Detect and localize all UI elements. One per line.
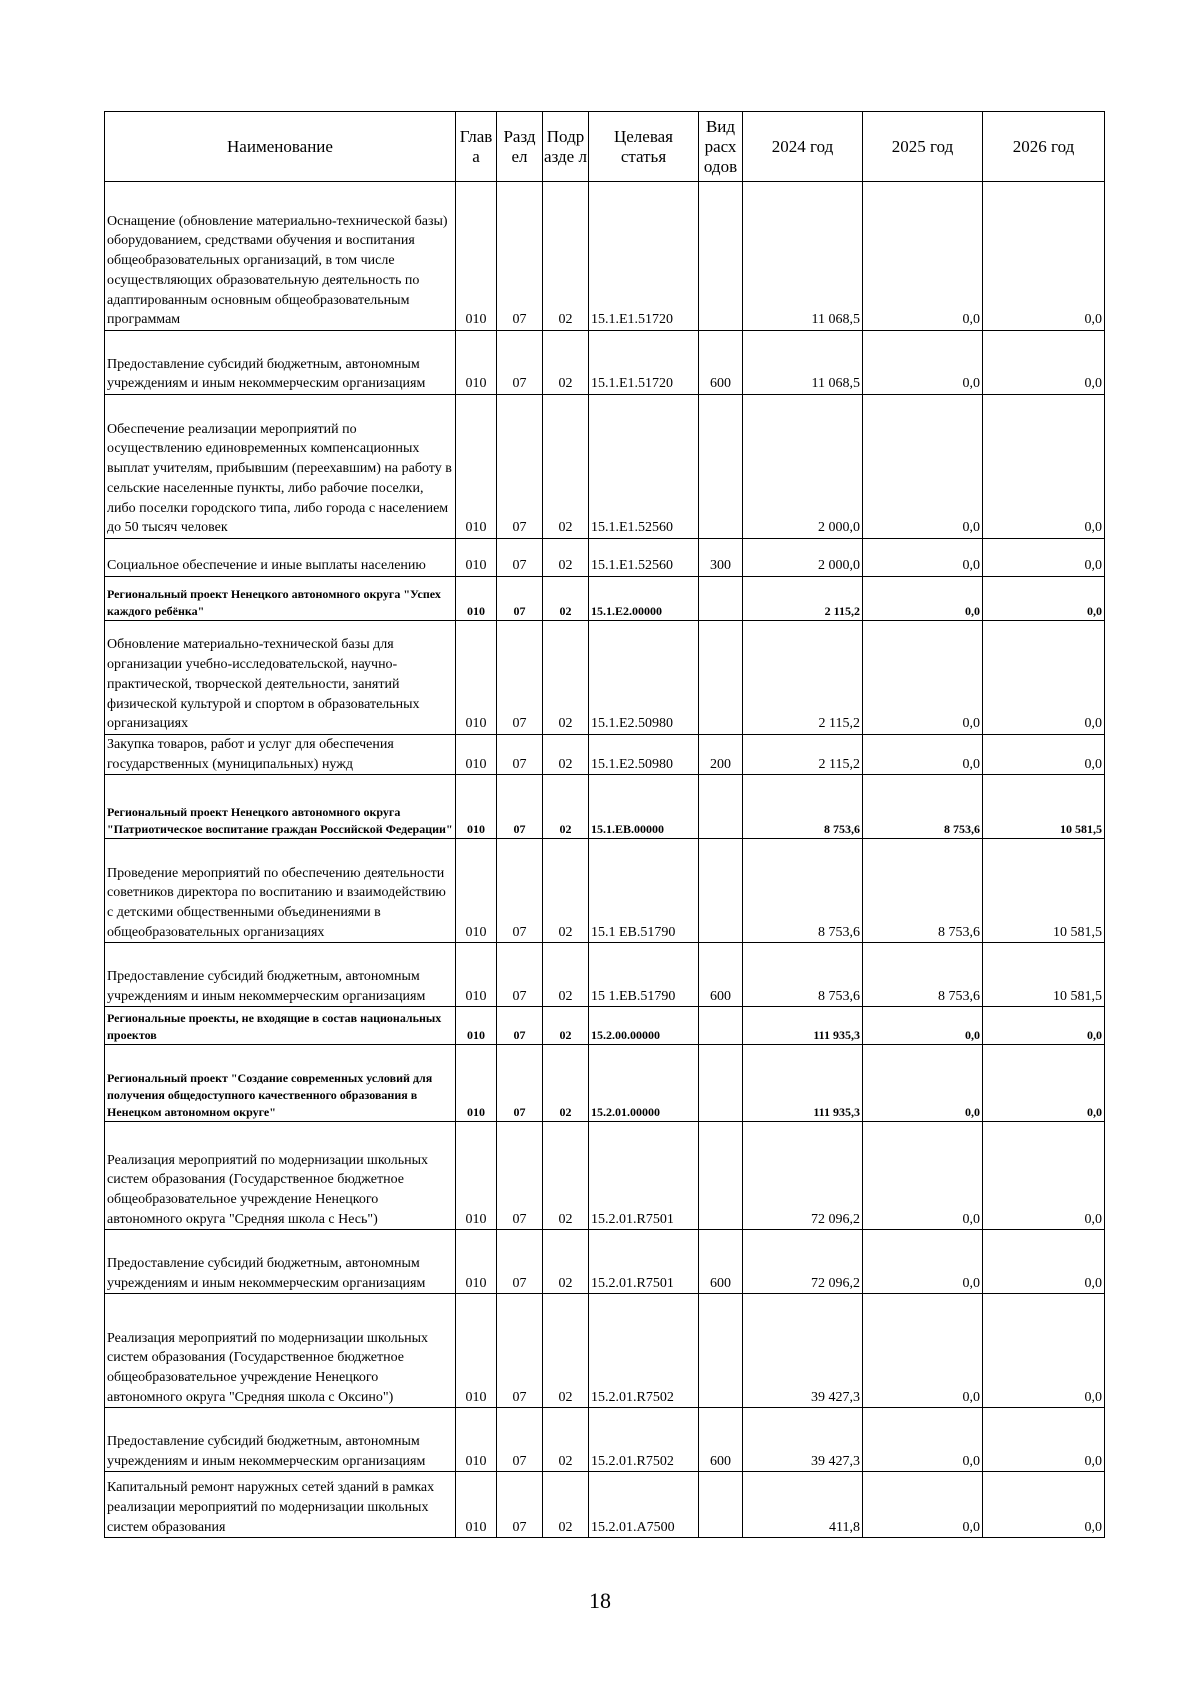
table-row	[105, 1007, 1105, 1045]
table-row	[105, 735, 1105, 775]
row-name: Предоставление субсидий бюджетным, автономным учреждениям и иным некоммерческим организациям	[105, 1230, 456, 1294]
row-amount-2025: 0,0	[863, 1230, 983, 1294]
row-podrazdel: 02	[543, 1045, 589, 1122]
row-tselevaya-statya: 15.1.E1.51720	[589, 331, 699, 395]
table-row	[105, 839, 1105, 943]
row-razdel: 07	[497, 943, 543, 1007]
row-amount-2026: 0,0	[983, 395, 1105, 539]
row-amount-2024: 8 753,6	[743, 839, 863, 943]
row-tselevaya-statya: 15.2.01.R7502	[589, 1294, 699, 1408]
row-glava: 010	[456, 1122, 497, 1230]
row-podrazdel: 02	[543, 577, 589, 621]
table-row	[105, 577, 1105, 621]
row-razdel: 07	[497, 839, 543, 943]
row-tselevaya-statya: 15.1.EB.00000	[589, 775, 699, 839]
row-amount-2024: 2 000,0	[743, 539, 863, 577]
row-amount-2024: 11 068,5	[743, 182, 863, 331]
row-amount-2024: 411,8	[743, 1472, 863, 1538]
header-razdel: Разд ел	[497, 112, 543, 182]
row-razdel: 07	[497, 1294, 543, 1408]
row-name: Проведение мероприятий по обеспечению деятельности советников директора по воспитанию и взаимодействию с детскими общественными объединениями в общеобразовательных организациях	[105, 839, 456, 943]
row-name: Региональный проект "Создание современных условий для получения общедоступного качественного образования в Ненецком автономном округе"	[105, 1045, 456, 1122]
row-amount-2024: 39 427,3	[743, 1294, 863, 1408]
row-amount-2025: 0,0	[863, 1408, 983, 1472]
row-vid-raskhodov: 600	[699, 331, 743, 395]
row-tselevaya-statya: 15.1.E2.50980	[589, 621, 699, 735]
row-vid-raskhodov	[699, 775, 743, 839]
row-podrazdel: 02	[543, 1294, 589, 1408]
header-2024: 2024 год	[743, 112, 863, 182]
row-glava: 010	[456, 775, 497, 839]
row-glava: 010	[456, 577, 497, 621]
row-tselevaya-statya: 15.2.01.R7502	[589, 1408, 699, 1472]
row-name: Региональные проекты, не входящие в состав национальных проектов	[105, 1007, 456, 1045]
row-podrazdel: 02	[543, 1007, 589, 1045]
table-row	[105, 1230, 1105, 1294]
row-amount-2024: 72 096,2	[743, 1230, 863, 1294]
row-glava: 010	[456, 1230, 497, 1294]
row-podrazdel: 02	[543, 1122, 589, 1230]
row-podrazdel: 02	[543, 943, 589, 1007]
row-amount-2025: 8 753,6	[863, 943, 983, 1007]
table-row	[105, 775, 1105, 839]
row-amount-2024: 11 068,5	[743, 331, 863, 395]
table-header-row	[105, 112, 1105, 182]
row-tselevaya-statya: 15.1.E1.52560	[589, 539, 699, 577]
row-vid-raskhodov	[699, 1472, 743, 1538]
table-row	[105, 539, 1105, 577]
row-amount-2026: 0,0	[983, 1294, 1105, 1408]
header-podrazdel: Подр азде л	[543, 112, 589, 182]
row-podrazdel: 02	[543, 839, 589, 943]
row-vid-raskhodov	[699, 1122, 743, 1230]
row-podrazdel: 02	[543, 182, 589, 331]
header-vid-raskhodov: Вид расх одов	[699, 112, 743, 182]
row-name: Обновление материально-технической базы для организации учебно-исследовательской, научно-практической, творческой деятельности, занятий физической культурой и спортом в образовательных организациях	[105, 621, 456, 735]
table-row	[105, 1122, 1105, 1230]
row-amount-2025: 0,0	[863, 1045, 983, 1122]
row-amount-2024: 39 427,3	[743, 1408, 863, 1472]
row-amount-2026: 0,0	[983, 1230, 1105, 1294]
row-tselevaya-statya: 15.2.01.00000	[589, 1045, 699, 1122]
row-tselevaya-statya: 15.2.00.00000	[589, 1007, 699, 1045]
row-amount-2025: 8 753,6	[863, 839, 983, 943]
row-amount-2024: 111 935,3	[743, 1045, 863, 1122]
row-amount-2026: 0,0	[983, 1007, 1105, 1045]
row-razdel: 07	[497, 735, 543, 775]
row-glava: 010	[456, 1294, 497, 1408]
budget-table	[104, 111, 1105, 1538]
row-podrazdel: 02	[543, 775, 589, 839]
row-razdel: 07	[497, 1007, 543, 1045]
table-body	[105, 182, 1105, 1538]
row-amount-2026: 0,0	[983, 331, 1105, 395]
row-name: Социальное обеспечение и иные выплаты населению	[105, 539, 456, 577]
row-razdel: 07	[497, 539, 543, 577]
row-glava: 010	[456, 1007, 497, 1045]
row-vid-raskhodov	[699, 182, 743, 331]
row-amount-2026: 0,0	[983, 1472, 1105, 1538]
row-razdel: 07	[497, 775, 543, 839]
row-tselevaya-statya: 15.1.E1.52560	[589, 395, 699, 539]
row-amount-2025: 0,0	[863, 621, 983, 735]
row-amount-2025: 8 753,6	[863, 775, 983, 839]
row-podrazdel: 02	[543, 1230, 589, 1294]
row-tselevaya-statya: 15.1.E2.00000	[589, 577, 699, 621]
row-amount-2026: 0,0	[983, 1122, 1105, 1230]
row-razdel: 07	[497, 182, 543, 331]
row-vid-raskhodov	[699, 1007, 743, 1045]
row-tselevaya-statya: 15 1.EB.51790	[589, 943, 699, 1007]
row-razdel: 07	[497, 395, 543, 539]
row-amount-2025: 0,0	[863, 1122, 983, 1230]
row-vid-raskhodov	[699, 1294, 743, 1408]
row-vid-raskhodov: 600	[699, 1408, 743, 1472]
row-name: Региональный проект Ненецкого автономного округа "Успех каждого ребёнка"	[105, 577, 456, 621]
row-podrazdel: 02	[543, 1472, 589, 1538]
row-amount-2026: 0,0	[983, 1045, 1105, 1122]
row-name: Оснащение (обновление материально-технической базы) оборудованием, средствами обучения и воспитания общеобразовательных организаций, в том числе осуществляющих образовательную деятельность по адаптированным основным общеобразовательным программам	[105, 182, 456, 331]
row-razdel: 07	[497, 621, 543, 735]
page-number: 18	[589, 1588, 611, 1613]
row-vid-raskhodov	[699, 577, 743, 621]
row-tselevaya-statya: 15.2.01.R7501	[589, 1230, 699, 1294]
row-vid-raskhodov: 600	[699, 1230, 743, 1294]
header-tselevaya-statya: Целевая статья	[589, 112, 699, 182]
row-glava: 010	[456, 839, 497, 943]
row-amount-2024: 2 115,2	[743, 735, 863, 775]
row-amount-2026: 0,0	[983, 577, 1105, 621]
row-name: Реализация мероприятий по модернизации школьных систем образования (Государственное бюджетное общеобразовательное учреждение Ненецкого автономного округа "Средняя школа с Несь")	[105, 1122, 456, 1230]
row-amount-2024: 2 115,2	[743, 577, 863, 621]
row-glava: 010	[456, 735, 497, 775]
row-glava: 010	[456, 621, 497, 735]
row-tselevaya-statya: 15.2.01.R7501	[589, 1122, 699, 1230]
table-row	[105, 1408, 1105, 1472]
row-glava: 010	[456, 182, 497, 331]
row-vid-raskhodov: 200	[699, 735, 743, 775]
row-glava: 010	[456, 331, 497, 395]
row-glava: 010	[456, 1045, 497, 1122]
row-vid-raskhodov: 300	[699, 539, 743, 577]
row-amount-2024: 2 115,2	[743, 621, 863, 735]
row-amount-2026: 0,0	[983, 182, 1105, 331]
row-amount-2025: 0,0	[863, 539, 983, 577]
row-razdel: 07	[497, 331, 543, 395]
row-vid-raskhodov	[699, 1045, 743, 1122]
row-razdel: 07	[497, 1472, 543, 1538]
row-name: Закупка товаров, работ и услуг для обеспечения государственных (муниципальных) нужд	[105, 735, 456, 775]
row-glava: 010	[456, 539, 497, 577]
row-glava: 010	[456, 1408, 497, 1472]
table-row	[105, 182, 1105, 331]
row-amount-2025: 0,0	[863, 1294, 983, 1408]
row-amount-2026: 0,0	[983, 1408, 1105, 1472]
row-razdel: 07	[497, 1045, 543, 1122]
row-vid-raskhodov: 600	[699, 943, 743, 1007]
row-amount-2026: 10 581,5	[983, 775, 1105, 839]
row-amount-2026: 10 581,5	[983, 839, 1105, 943]
row-podrazdel: 02	[543, 395, 589, 539]
table-row	[105, 1045, 1105, 1122]
row-razdel: 07	[497, 1408, 543, 1472]
row-name: Предоставление субсидий бюджетным, автономным учреждениям и иным некоммерческим организациям	[105, 331, 456, 395]
row-tselevaya-statya: 15.1.E1.51720	[589, 182, 699, 331]
row-vid-raskhodov	[699, 621, 743, 735]
row-amount-2026: 10 581,5	[983, 943, 1105, 1007]
row-glava: 010	[456, 943, 497, 1007]
row-amount-2026: 0,0	[983, 735, 1105, 775]
table-row	[105, 621, 1105, 735]
row-amount-2025: 0,0	[863, 735, 983, 775]
row-name: Предоставление субсидий бюджетным, автономным учреждениям и иным некоммерческим организациям	[105, 943, 456, 1007]
row-podrazdel: 02	[543, 539, 589, 577]
table-row	[105, 943, 1105, 1007]
row-name: Реализация мероприятий по модернизации школьных систем образования (Государственное бюджетное общеобразовательное учреждение Ненецкого автономного округа "Средняя школа с Оксино")	[105, 1294, 456, 1408]
row-glava: 010	[456, 1472, 497, 1538]
row-tselevaya-statya: 15.2.01.A7500	[589, 1472, 699, 1538]
row-amount-2024: 2 000,0	[743, 395, 863, 539]
row-razdel: 07	[497, 1230, 543, 1294]
table-row	[105, 1472, 1105, 1538]
row-podrazdel: 02	[543, 621, 589, 735]
row-amount-2025: 0,0	[863, 395, 983, 539]
table-row	[105, 1294, 1105, 1408]
row-amount-2025: 0,0	[863, 577, 983, 621]
row-amount-2025: 0,0	[863, 331, 983, 395]
row-razdel: 07	[497, 1122, 543, 1230]
header-name: Наименование	[105, 112, 456, 182]
row-name: Предоставление субсидий бюджетным, автономным учреждениям и иным некоммерческим организациям	[105, 1408, 456, 1472]
header-glava: Глав а	[456, 112, 497, 182]
row-razdel: 07	[497, 577, 543, 621]
row-tselevaya-statya: 15.1.E2.50980	[589, 735, 699, 775]
row-amount-2024: 8 753,6	[743, 775, 863, 839]
row-podrazdel: 02	[543, 331, 589, 395]
header-2026: 2026 год	[983, 112, 1105, 182]
row-amount-2026: 0,0	[983, 539, 1105, 577]
row-amount-2024: 8 753,6	[743, 943, 863, 1007]
row-amount-2025: 0,0	[863, 1472, 983, 1538]
row-name: Обеспечение реализации мероприятий по осуществлению единовременных компенсационных выплат учителям, прибывшим (переехавшим) на работу в сельские населенные пункты, либо рабочие поселки, либо поселки городского типа, либо города с населением до 50 тысяч человек	[105, 395, 456, 539]
row-name: Капитальный ремонт наружных сетей зданий в рамках реализации мероприятий по модернизации школьных систем образования	[105, 1472, 456, 1538]
table-row	[105, 395, 1105, 539]
row-amount-2026: 0,0	[983, 621, 1105, 735]
row-podrazdel: 02	[543, 1408, 589, 1472]
table-row	[105, 331, 1105, 395]
row-name: Региональный проект Ненецкого автономного округа "Патриотическое воспитание граждан Российской Федерации"	[105, 775, 456, 839]
header-2025: 2025 год	[863, 112, 983, 182]
row-vid-raskhodov	[699, 395, 743, 539]
row-tselevaya-statya: 15.1 EB.51790	[589, 839, 699, 943]
row-vid-raskhodov	[699, 839, 743, 943]
row-podrazdel: 02	[543, 735, 589, 775]
row-amount-2024: 111 935,3	[743, 1007, 863, 1045]
row-amount-2025: 0,0	[863, 182, 983, 331]
row-amount-2025: 0,0	[863, 1007, 983, 1045]
row-amount-2024: 72 096,2	[743, 1122, 863, 1230]
row-glava: 010	[456, 395, 497, 539]
